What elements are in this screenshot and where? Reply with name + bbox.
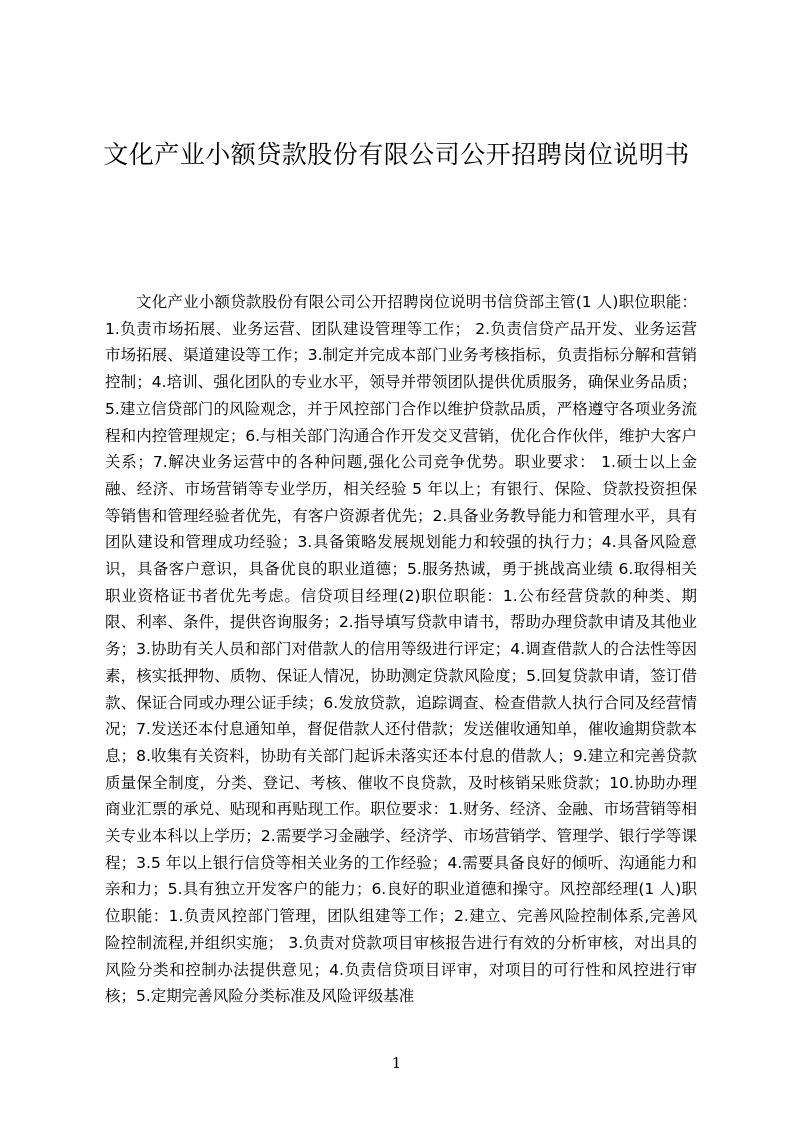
document-title: 文化产业小额贷款股份有限公司公开招聘岗位说明书 [103, 140, 690, 169]
document-body: 文化产业小额贷款股份有限公司公开招聘岗位说明书信贷部主管(1 人)职位职能：1.负责市场拓展、业务运营、团队建设管理等工作； 2.负责信贷产品开发、业务运营市场拓展、渠道建设等工作；3.制定并完成本部门业务考核指标，负责指标分解和营销控制；4.培训、强化团队的专业水平，领导并带领团队提供优质服务，确保业务品质；5.建立信贷部门的风险观念，并于风控部门合作以维护贷款品质，严格遵守各项业务流程和内控管理规定；6.与相关部门沟通合作开发交叉营销，优化合作伙伴，维护大客户关系；7.解决业务运营中的各种问题,强化公司竞争优势。职业要求： 1.硕士以上金融、经济、市场营销等专业学历，相关经验 5 年以上；有银行、保险、贷款投资担保等销售和管理经验者优先，有客户资源者优先；2.具备业务教导能力和管理水平，具有团队建设和管理成功经验；3.具备策略发展规划能力和较强的执行力；4.具备风险意识，具备客户意识，具备优良的职业道德；5.服务热诚，勇于挑战高业绩 6.取得相关职业资格证书者优先考虑。信贷项目经理(2)职位职能：1.公布经营贷款的种类、期限、利率、条件，提供咨询服务；2.指导填写贷款申请书，帮助办理贷款申请及其他业务；3.协助有关人员和部门对借款人的信用等级进行评定；4.调查借款人的合法性等因素，核实抵押物、质物、保证人情况，协助测定贷款风险度；5.回复贷款申请，签订借款、保证合同或办理公证手续；6.发放贷款，追踪调查、检查借款人执行合同及经营情况；7.发送还本付息通知单，督促借款人还付借款；发送催收通知单，催收逾期贷款本息；8.收集有关资料，协助有关部门起诉未落实还本付息的借款人；9.建立和完善贷款质量保全制度，分类、登记、考核、催收不良贷款，及时核销呆账贷款；10.协助办理商业汇票的承兑、贴现和再贴现工作。职位要求：1.财务、经济、金融、市场营销等相关专业本科以上学历；2.需要学习金融学、经济学、市场营销学、管理学、银行学等课程；3.5 年以上银行信贷等相关业务的工作经验；4.需要具备良好的倾听、沟通能力和亲和力；5.具有独立开发客户的能力；6.良好的职业道德和操守。风控部经理(1 人)职位职能：1.负责风控部门管理，团队组建等工作；2.建立、完善风险控制体系,完善风险控制流程,并组织实施； 3.负责对贷款项目审核报告进行有效的分析审核，对出具的风险分类和控制办法提供意见；4.负责信贷项目评审，对项目的可行性和风控进行审核；5.定期完善风险分类标准及风险评级基准 [105, 293, 697, 1006]
page-number: 1 [391, 1054, 402, 1072]
